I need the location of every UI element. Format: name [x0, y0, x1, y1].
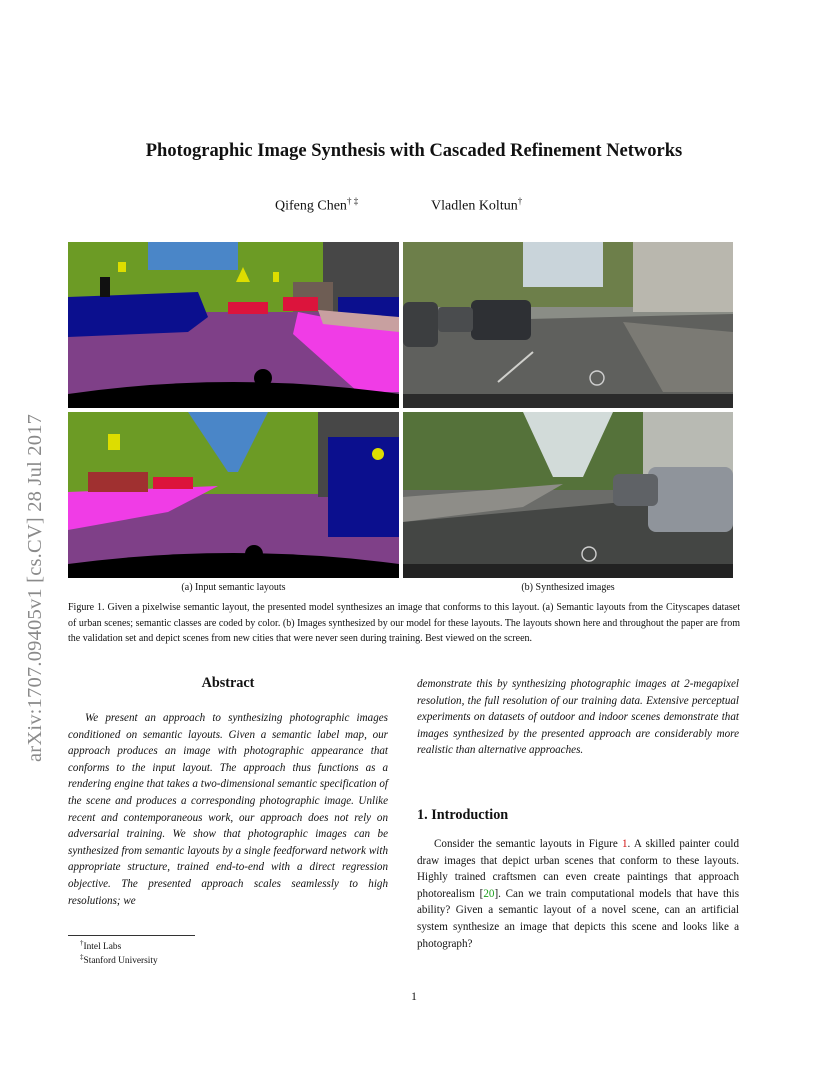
footnote-rule [68, 935, 195, 936]
semantic-layout-2 [68, 412, 399, 578]
abstract-heading: Abstract [201, 675, 255, 691]
footnote-text: Intel Labs [83, 942, 122, 953]
abstract-text-left: We present an approach to synthesizing photographic images conditioned on semantic layouts. Given a semantic label map, our approach produces an image with photographic appearance that conforms to the input layout. The approach thus functions as a rendering engine that takes a two-dimensional semantic specification of the scene and produces a corresponding photographic image. Unlike recent and contemporaneous work, our approach does not rely on adversarial training. We show that photographic images can be synthesized from semantic layouts by a single feedforward network with appropriate structure, trained end-to-end with a direct regression objective. The presented approach scales seamlessly to high resolutions; we [68, 712, 388, 907]
footnote-stanford [80, 953, 158, 966]
intro-text: Consider the semantic layouts in Figure [434, 838, 622, 850]
author-chen [275, 196, 358, 215]
author-name: Vladlen Koltun [431, 198, 518, 214]
author-affiliation-marks: † [517, 196, 523, 206]
footnote-mark: † [80, 939, 84, 947]
synthesized-image-2 [403, 412, 733, 578]
citation-link[interactable]: 20 [483, 887, 495, 900]
footnote-mark: ‡ [80, 953, 84, 961]
figure-reference-link[interactable]: 1 [621, 838, 628, 850]
author-koltun [431, 196, 522, 215]
semantic-layout-1 [68, 242, 399, 408]
figure-caption: Figure 1. Given a pixelwise semantic layout, the presented model synthesizes an image that conforms to this layout. (a) Semantic layouts from the Cityscapes dataset of urban scenes; semantic classes are coded by color. (b) Images synthesized by our model for these layouts. The layouts shown here and throughout the paper are from the validation set and depict scenes from new cities that were never seen during training. Best viewed on the screen. [68, 602, 740, 645]
intro-paragraph [417, 836, 739, 952]
intro-text: . A skilled painter could draw images that depict urban scenes that conform to these layouts. Highly trained craftsmen can even create paintings that approach photorealism [ [417, 838, 739, 900]
author-affiliation-marks: † ‡ [346, 196, 359, 206]
synthesized-image-1 [403, 242, 733, 408]
author-name: Qifeng Chen [275, 198, 347, 214]
paper-title: Photographic Image Synthesis with Cascaded Refinement Networks [145, 141, 683, 161]
subcaption-a: (a) Input semantic layouts [181, 582, 286, 593]
footnote-text: Stanford University [83, 956, 158, 967]
subcaption-b: (b) Synthesized images [521, 582, 615, 593]
page-number: 1 [411, 991, 417, 1003]
section-heading-introduction: 1. Introduction [417, 807, 509, 823]
intro-text: ]. Can we train computational models that have this ability? Given a semantic layout of a novel scene, can an artificial system synthesize an image that depicts this scene and looks like a photograph? [417, 887, 740, 950]
arxiv-identifier: arXiv:1707.09405v1 [cs.CV] 28 Jul 2017 [24, 413, 46, 762]
footnote-intel [80, 939, 121, 952]
abstract-text-right: demonstrate this by synthesizing photographic images at 2-megapixel resolution, the full resolution of our training data. Extensive perceptual experiments on datasets of outdoor and indoor scenes demonstrate that images synthesized by the presented approach are considerably more realistic than alternative approaches. [417, 678, 739, 757]
